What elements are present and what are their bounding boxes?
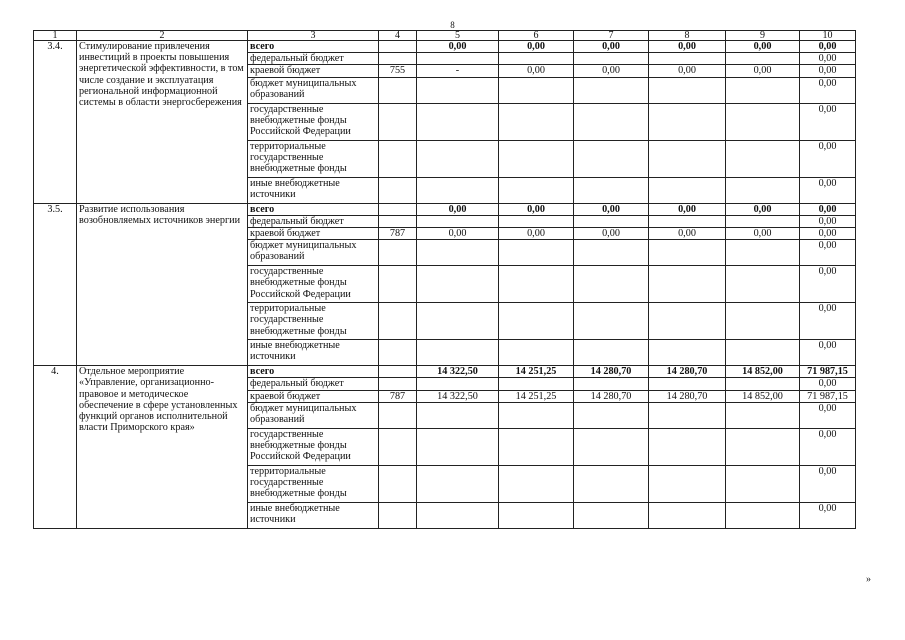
column-header: 10: [800, 31, 856, 41]
value-cell: [417, 428, 499, 465]
value-cell: [499, 215, 574, 227]
value-cell: [574, 465, 649, 502]
value-cell: [417, 215, 499, 227]
funding-source: территориальные государственные внебюджетные фонды: [248, 303, 379, 340]
column-number-row: [34, 31, 856, 41]
value-cell: [649, 502, 726, 528]
page-number: 8: [450, 20, 455, 30]
column-header: 8: [649, 31, 726, 41]
value-cell: 14 280,70: [574, 366, 649, 378]
value-cell: [726, 266, 800, 303]
funding-source: территориальные государственные внебюджетные фонды: [248, 465, 379, 502]
value-cell: 0,00: [726, 65, 800, 77]
total-cell: 0,00: [800, 41, 856, 53]
value-cell: [726, 77, 800, 103]
budget-code: [379, 340, 417, 366]
funding-source: государственные внебюджетные фонды Российской Федерации: [248, 428, 379, 465]
budget-code: [379, 428, 417, 465]
funding-source: иные внебюджетные источники: [248, 177, 379, 203]
total-cell: 0,00: [800, 502, 856, 528]
funding-source: иные внебюджетные источники: [248, 340, 379, 366]
value-cell: [417, 177, 499, 203]
funding-source: бюджет муниципальных образований: [248, 402, 379, 428]
value-cell: 0,00: [417, 228, 499, 240]
section-description: Отдельное мероприятие «Управление, организационно-правовое и методическое обеспечение в сфере установленных функций органов исполнительной власти Приморского края»: [77, 366, 248, 529]
value-cell: 14 322,50: [417, 390, 499, 402]
value-cell: [574, 140, 649, 177]
funding-source: всего: [248, 203, 379, 215]
budget-code: [379, 103, 417, 140]
value-cell: [417, 502, 499, 528]
funding-source: федеральный бюджет: [248, 215, 379, 227]
value-cell: 0,00: [726, 41, 800, 53]
budget-code: [379, 465, 417, 502]
funding-source: всего: [248, 366, 379, 378]
funding-source: государственные внебюджетные фонды Российской Федерации: [248, 103, 379, 140]
value-cell: 0,00: [417, 41, 499, 53]
value-cell: [574, 177, 649, 203]
table-row: [34, 41, 856, 53]
budget-code: [379, 140, 417, 177]
value-cell: [417, 465, 499, 502]
value-cell: [417, 240, 499, 266]
total-cell: 0,00: [800, 203, 856, 215]
value-cell: [649, 266, 726, 303]
value-cell: 14 852,00: [726, 366, 800, 378]
column-header: 9: [726, 31, 800, 41]
column-header: 3: [248, 31, 379, 41]
column-header: 1: [34, 31, 77, 41]
value-cell: 0,00: [574, 65, 649, 77]
funding-source: краевой бюджет: [248, 65, 379, 77]
value-cell: 0,00: [499, 228, 574, 240]
value-cell: [649, 402, 726, 428]
total-cell: 0,00: [800, 103, 856, 140]
value-cell: 0,00: [574, 41, 649, 53]
value-cell: [499, 428, 574, 465]
value-cell: 0,00: [574, 203, 649, 215]
value-cell: [649, 340, 726, 366]
funding-source: краевой бюджет: [248, 390, 379, 402]
total-cell: 0,00: [800, 228, 856, 240]
budget-code: [379, 203, 417, 215]
value-cell: [649, 77, 726, 103]
section-number: 3.4.: [34, 41, 77, 204]
value-cell: [574, 215, 649, 227]
value-cell: [574, 77, 649, 103]
total-cell: 0,00: [800, 177, 856, 203]
value-cell: [726, 240, 800, 266]
value-cell: [574, 502, 649, 528]
value-cell: [499, 378, 574, 390]
total-cell: 0,00: [800, 53, 856, 65]
value-cell: 0,00: [574, 228, 649, 240]
column-header: 5: [417, 31, 499, 41]
value-cell: [726, 177, 800, 203]
value-cell: [417, 140, 499, 177]
value-cell: 0,00: [649, 228, 726, 240]
total-cell: 71 987,15: [800, 366, 856, 378]
budget-code: [379, 502, 417, 528]
value-cell: [574, 103, 649, 140]
budget-code: [379, 77, 417, 103]
total-cell: 0,00: [800, 215, 856, 227]
value-cell: [574, 303, 649, 340]
value-cell: [499, 177, 574, 203]
funding-source: краевой бюджет: [248, 228, 379, 240]
section-description: Стимулирование привлечения инвестиций в проекты повышения энергетической эффективности, в том числе создание и эксплуатация региональной информационной системы в области энергосбережения: [77, 41, 248, 204]
value-cell: [649, 240, 726, 266]
value-cell: 14 280,70: [649, 366, 726, 378]
value-cell: [417, 53, 499, 65]
funding-source: федеральный бюджет: [248, 53, 379, 65]
value-cell: [649, 215, 726, 227]
total-cell: 0,00: [800, 240, 856, 266]
value-cell: [726, 402, 800, 428]
budget-code: [379, 177, 417, 203]
value-cell: [499, 240, 574, 266]
value-cell: [649, 378, 726, 390]
value-cell: [726, 140, 800, 177]
value-cell: 0,00: [499, 65, 574, 77]
column-header: 6: [499, 31, 574, 41]
column-header: 7: [574, 31, 649, 41]
value-cell: [649, 465, 726, 502]
value-cell: [499, 266, 574, 303]
value-cell: [574, 266, 649, 303]
value-cell: [649, 140, 726, 177]
funding-source: всего: [248, 41, 379, 53]
value-cell: [726, 303, 800, 340]
value-cell: [499, 340, 574, 366]
total-cell: 0,00: [800, 303, 856, 340]
value-cell: [726, 53, 800, 65]
value-cell: [649, 103, 726, 140]
value-cell: [417, 77, 499, 103]
budget-code: 755: [379, 65, 417, 77]
value-cell: [499, 402, 574, 428]
value-cell: -: [417, 65, 499, 77]
value-cell: [417, 378, 499, 390]
budget-code: [379, 215, 417, 227]
total-cell: 0,00: [800, 465, 856, 502]
value-cell: [417, 340, 499, 366]
budget-code: [379, 378, 417, 390]
funding-source: бюджет муниципальных образований: [248, 240, 379, 266]
value-cell: 0,00: [726, 203, 800, 215]
value-cell: [649, 428, 726, 465]
section-number: 4.: [34, 366, 77, 529]
value-cell: [649, 177, 726, 203]
value-cell: 0,00: [649, 41, 726, 53]
value-cell: 14 280,70: [649, 390, 726, 402]
value-cell: 14 251,25: [499, 366, 574, 378]
table-row: [34, 203, 856, 215]
section-number: 3.5.: [34, 203, 77, 366]
value-cell: [649, 303, 726, 340]
value-cell: [574, 402, 649, 428]
value-cell: 0,00: [649, 65, 726, 77]
budget-table: [33, 30, 856, 529]
value-cell: [726, 428, 800, 465]
column-header: 2: [77, 31, 248, 41]
value-cell: [417, 266, 499, 303]
value-cell: [499, 465, 574, 502]
total-cell: 0,00: [800, 402, 856, 428]
value-cell: [499, 53, 574, 65]
funding-source: федеральный бюджет: [248, 378, 379, 390]
budget-code: [379, 41, 417, 53]
total-cell: 0,00: [800, 266, 856, 303]
value-cell: 14 322,50: [417, 366, 499, 378]
value-cell: [574, 340, 649, 366]
budget-code: [379, 366, 417, 378]
total-cell: 71 987,15: [800, 390, 856, 402]
value-cell: 0,00: [499, 41, 574, 53]
value-cell: [726, 340, 800, 366]
budget-code: [379, 240, 417, 266]
value-cell: [499, 103, 574, 140]
value-cell: [499, 140, 574, 177]
value-cell: [726, 378, 800, 390]
total-cell: 0,00: [800, 340, 856, 366]
table-row: [34, 366, 856, 378]
value-cell: [726, 465, 800, 502]
budget-code: [379, 266, 417, 303]
value-cell: 14 251,25: [499, 390, 574, 402]
value-cell: [499, 303, 574, 340]
funding-source: государственные внебюджетные фонды Российской Федерации: [248, 266, 379, 303]
value-cell: 0,00: [499, 203, 574, 215]
value-cell: [574, 378, 649, 390]
value-cell: [726, 103, 800, 140]
total-cell: 0,00: [800, 378, 856, 390]
funding-source: территориальные государственные внебюджетные фонды: [248, 140, 379, 177]
value-cell: [417, 103, 499, 140]
funding-source: иные внебюджетные источники: [248, 502, 379, 528]
value-cell: 14 852,00: [726, 390, 800, 402]
value-cell: [574, 53, 649, 65]
value-cell: [417, 402, 499, 428]
total-cell: 0,00: [800, 140, 856, 177]
value-cell: 0,00: [417, 203, 499, 215]
value-cell: [574, 428, 649, 465]
value-cell: [726, 502, 800, 528]
total-cell: 0,00: [800, 77, 856, 103]
value-cell: [499, 502, 574, 528]
section-description: Развитие использования возобновляемых источников энергии: [77, 203, 248, 366]
budget-code: [379, 53, 417, 65]
value-cell: [499, 77, 574, 103]
budget-code: [379, 402, 417, 428]
value-cell: 0,00: [726, 228, 800, 240]
value-cell: [417, 303, 499, 340]
value-cell: [726, 215, 800, 227]
funding-source: бюджет муниципальных образований: [248, 77, 379, 103]
value-cell: 0,00: [649, 203, 726, 215]
value-cell: 14 280,70: [574, 390, 649, 402]
column-header: 4: [379, 31, 417, 41]
total-cell: 0,00: [800, 65, 856, 77]
value-cell: [649, 53, 726, 65]
budget-code: [379, 303, 417, 340]
budget-code: 787: [379, 390, 417, 402]
budget-code: 787: [379, 228, 417, 240]
total-cell: 0,00: [800, 428, 856, 465]
continuation-mark: »: [866, 574, 871, 585]
value-cell: [574, 240, 649, 266]
